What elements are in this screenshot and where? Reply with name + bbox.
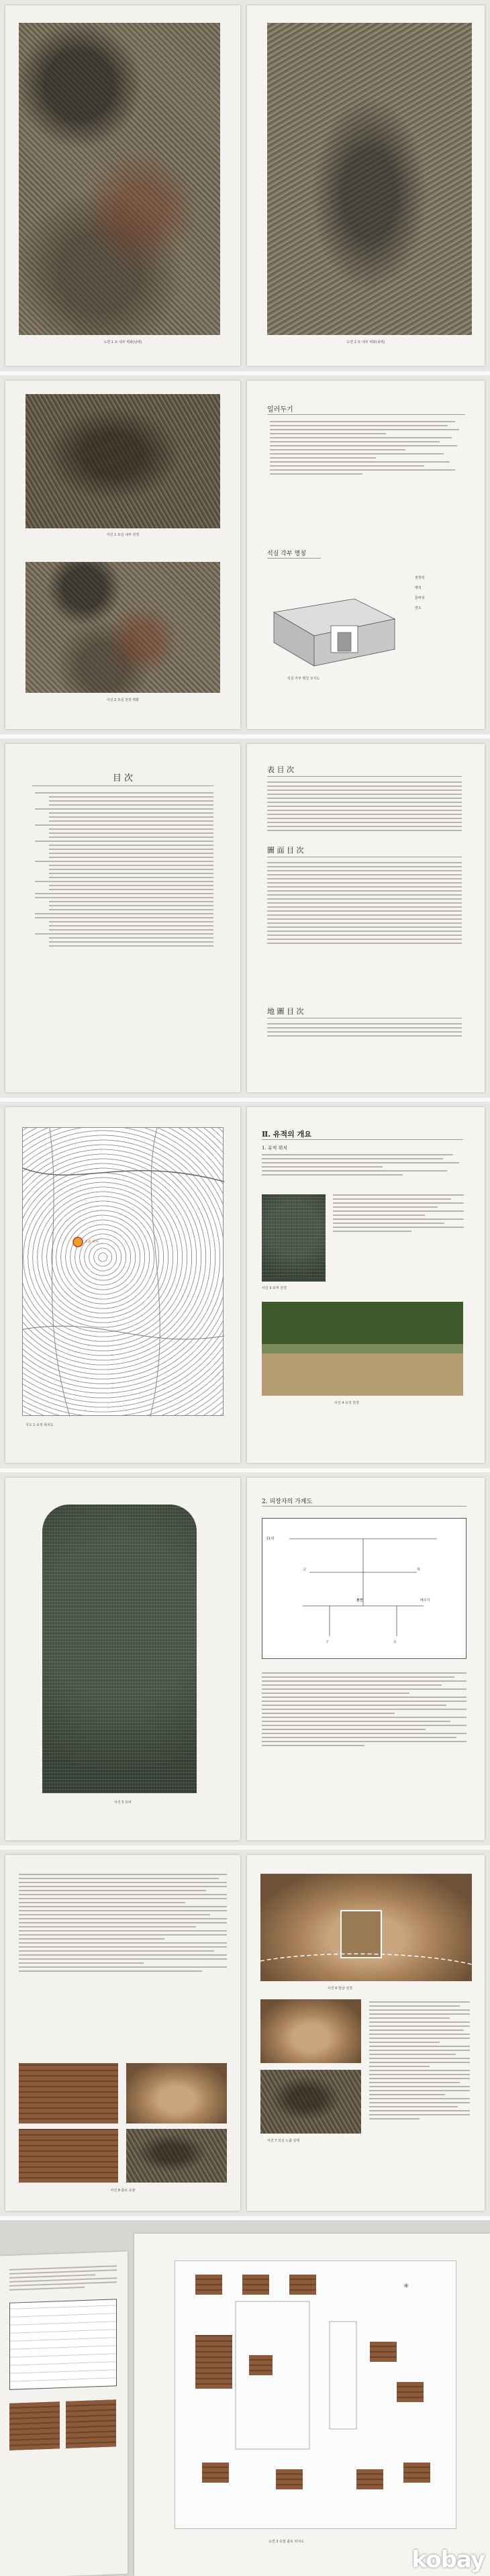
tree-node: 11대: [266, 1537, 275, 1541]
page-left: [5, 1855, 240, 2211]
photo-caption-2: 사진 7 석실 노출 상태: [267, 2139, 300, 2143]
artifact-photo: [126, 2129, 227, 2183]
tree-node: 母: [417, 1568, 421, 1572]
page-left: [5, 1478, 240, 1840]
site-map: [22, 1127, 224, 1416]
diagram-label: 벽석: [415, 586, 422, 590]
tomb-diagram: [267, 572, 401, 673]
mural-caption-north: 도면 2 묘 내부 벽화(북벽): [346, 340, 385, 344]
chamber-photo: [260, 1999, 361, 2063]
layout-frame: [175, 2260, 456, 2529]
relic-photo: [9, 2401, 60, 2450]
family-text: [262, 1672, 467, 1749]
figure-list-entries: [267, 862, 462, 947]
page-left: [5, 1107, 240, 1463]
spread-family-tree: [0, 1472, 490, 1846]
mural-photo-north: [267, 23, 472, 335]
page-left: [5, 5, 240, 366]
page-right: [247, 1107, 485, 1463]
artifact-photo: [19, 2129, 118, 2183]
subsection-title: 1. 유적 위치: [262, 1145, 288, 1151]
section-title: Ⅱ. 유적의 개요: [262, 1130, 311, 1139]
diagram-label: 문비석: [415, 596, 425, 600]
stele-photo: [42, 1505, 197, 1793]
chamber-text: [369, 2001, 470, 2122]
diagram-label: 천장석: [415, 576, 425, 580]
spread-interior: [0, 375, 490, 734]
page-right: [247, 744, 485, 1092]
spread-toc: [0, 738, 490, 1098]
tree-node: 女: [393, 1640, 397, 1644]
diagram-label: 연도: [415, 606, 422, 610]
ceiling-photo: [26, 562, 220, 693]
ceiling-caption: 사진 2 묘실 천장 벽화: [106, 698, 140, 702]
notes-title: 일러두기: [267, 406, 293, 414]
figure-list-title: 圖 面 目 次: [267, 846, 304, 855]
section-title: 2. 피장자의 가계도: [262, 1498, 313, 1505]
spread-excavation: [0, 1850, 490, 2216]
excavation-text: [19, 1874, 227, 1974]
mural-caption-south: 도면 1 묘 내부 벽화(남벽): [103, 340, 142, 344]
map-marker-label: 고분 위치: [85, 1240, 99, 1244]
data-table: [9, 2299, 117, 2390]
layout-caption: 도면 3 유물 출토 위치도: [268, 2540, 305, 2544]
map-list-entries: [267, 1023, 462, 1039]
toc-entries: [35, 792, 213, 949]
page-left: [5, 381, 240, 729]
spread-layout-plan: [0, 2220, 490, 2576]
tree-node: 子: [326, 1640, 330, 1644]
overview-text: [262, 1154, 463, 1178]
page-right: [247, 5, 485, 366]
excavation-photo: [260, 1874, 472, 1981]
table-list-entries: [267, 781, 462, 834]
artifact-photo: [126, 2063, 227, 2124]
photo-caption-2: 사진 4 유적 원경: [334, 1401, 359, 1405]
photo-description: [333, 1194, 464, 1235]
family-tree-box: [262, 1518, 467, 1659]
map-list-title: 地 圖 目 次: [267, 1007, 304, 1016]
interior-caption: 사진 1 묘실 내부 전경: [106, 533, 140, 537]
toc-title: 目 次: [112, 773, 134, 783]
spread-mural-photos: [0, 0, 490, 371]
tree-node: 배우자: [420, 1599, 430, 1603]
photo-caption-1: 사진 3 묘역 전경: [262, 1286, 287, 1290]
interior-photo: [26, 394, 220, 528]
diagram-caption: 석실 각부 명칭 모식도: [287, 677, 320, 681]
kobay-watermark: kobay: [411, 2546, 485, 2573]
tree-node: 본인: [356, 1599, 363, 1603]
page-left: [0, 2252, 128, 2576]
table-list-title: 表 目 次: [267, 765, 294, 774]
page-right: [247, 1855, 485, 2211]
relic-photo: [66, 2399, 116, 2448]
notes-text: [270, 421, 463, 477]
grave-photo: [262, 1194, 326, 1282]
page-left: [5, 744, 240, 1092]
stele-caption: 사진 5 묘비: [114, 1801, 132, 1805]
page-right: [247, 381, 485, 729]
site-photo: [262, 1302, 463, 1396]
section-heading: 석실 각부 명칭: [267, 551, 306, 557]
table-text: [9, 2265, 117, 2293]
chamber-photo: [260, 2070, 361, 2134]
svg-text:✳: ✳: [403, 2283, 409, 2290]
photo-caption-1: 사진 6 발굴 전경: [328, 1987, 352, 1991]
page-right: [134, 2234, 490, 2576]
page-right: [247, 1478, 485, 1840]
artifact-caption: 사진 8 출토 유물: [110, 2189, 136, 2193]
spread-site-overview: [0, 1102, 490, 1468]
artifact-photo: [19, 2063, 118, 2124]
tree-node: 父: [303, 1568, 307, 1572]
mural-photo-south: [19, 23, 220, 335]
map-caption: 지도 1 유적 위치도: [26, 1423, 54, 1427]
